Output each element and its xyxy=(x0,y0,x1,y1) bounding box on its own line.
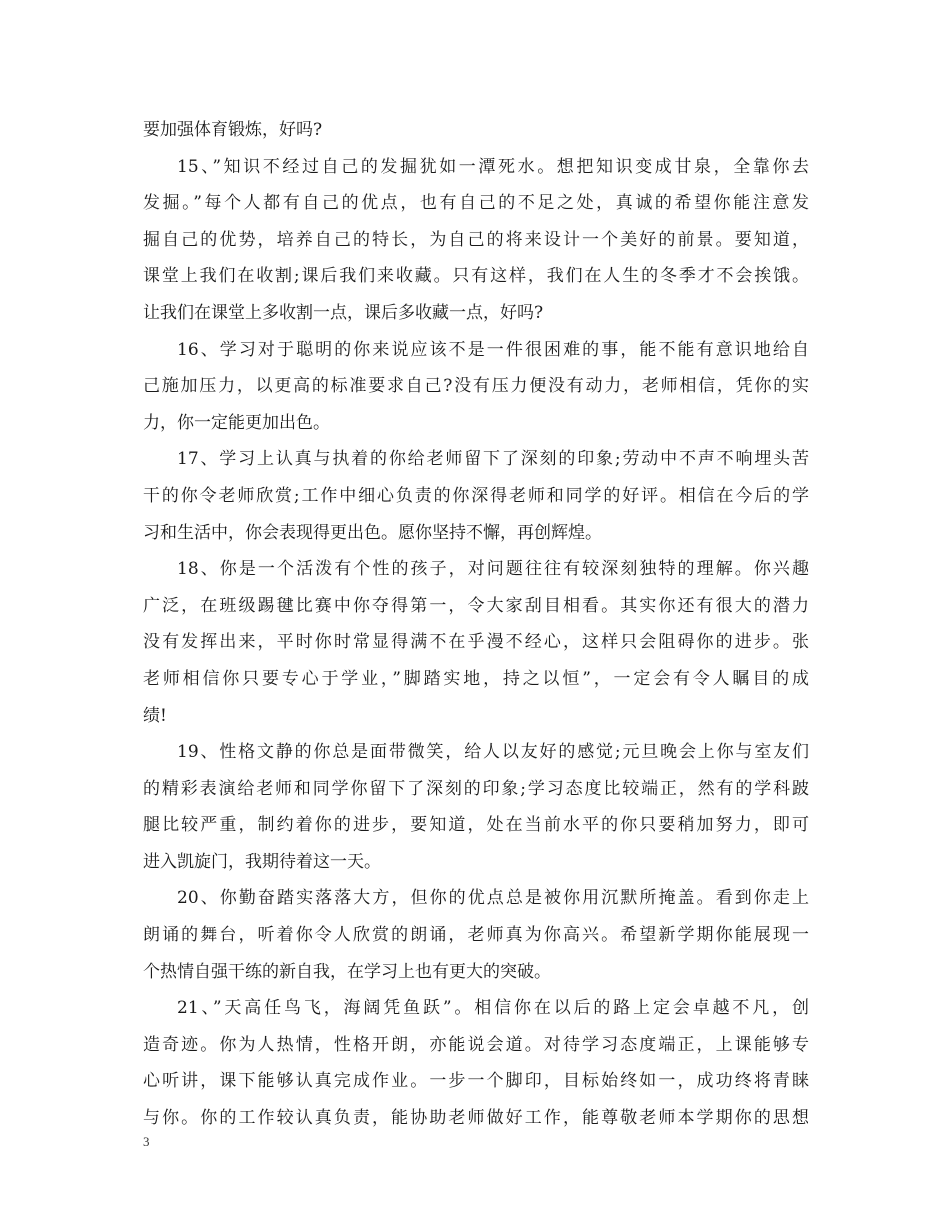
text-line: 发掘。”每个人都有自己的优点，也有自己的不足之处，真诚的希望你能注意发 xyxy=(143,193,809,214)
text-line: 朗诵的舞台，听着你令人欣赏的朗诵，老师真为你高兴。希望新学期你能展现一 xyxy=(143,925,809,946)
text-line: 16、学习对于聪明的你来说应该不是一件很困难的事，能不能有意识地给自 xyxy=(177,339,809,360)
text-line: 21、”天高任鸟飞，海阔凭鱼跃”。相信你在以后的路上定会卓越不凡，创 xyxy=(177,998,809,1019)
text-line: 让我们在课堂上多收割一点，课后多收藏一点，好吗? xyxy=(143,302,544,323)
text-line: 20、你勤奋踏实落落大方，但你的优点总是被你用沉默所掩盖。看到你走上 xyxy=(177,888,809,909)
text-line: 的精彩表演给老师和同学你留下了深刻的印象;学习态度比较端正，然有的学科跛 xyxy=(143,778,809,799)
text-line: 与你。你的工作较认真负责，能协助老师做好工作，能尊敬老师本学期你的思想 xyxy=(143,1108,809,1129)
text-line: 老师相信你只要专心于学业，”脚踏实地，持之以恒”，一定会有令人瞩目的成 xyxy=(143,668,809,689)
text-line: 干的你令老师欣赏;工作中细心负责的你深得老师和同学的好评。相信在今后的学 xyxy=(143,485,809,506)
text-line: 力，你一定能更加出色。 xyxy=(143,412,330,433)
text-line: 腿比较严重，制约着你的进步，要知道，处在当前水平的你只要稍加努力，即可 xyxy=(143,815,809,836)
text-line: 没有发挥出来，平时你时常显得满不在乎漫不经心，这样只会阻碍你的进步。张 xyxy=(143,632,809,653)
document-body xyxy=(143,112,809,1137)
text-line: 心听讲，课下能够认真完成作业。一步一个脚印，目标始终如一，成功终将青睐 xyxy=(143,1071,809,1092)
text-line: 进入凯旋门，我期待着这一天。 xyxy=(143,851,381,872)
page-number: 3 xyxy=(143,1134,150,1149)
text-line: 18、你是一个活泼有个性的孩子，对问题往往有较深刻独特的理解。你兴趣 xyxy=(177,559,809,580)
text-line: 课堂上我们在收割;课后我们来收藏。只有这样，我们在人生的冬季才不会挨饿。 xyxy=(143,266,809,287)
text-line: 17、学习上认真与执着的你给老师留下了深刻的印象;劳动中不声不响埋头苦 xyxy=(177,449,809,470)
text-line: 要加强体育锻炼，好吗? xyxy=(143,120,323,140)
text-line: 造奇迹。你为人热情，性格开朗，亦能说会道。对待学习态度端正，上课能够专 xyxy=(143,1034,809,1055)
text-line: 习和生活中，你会表现得更出色。愿你坚持不懈，再创辉煌。 xyxy=(143,522,602,543)
text-line: 绩! xyxy=(143,705,167,726)
text-line: 广泛，在班级踢毽比赛中你夺得第一，令大家刮目相看。其实你还有很大的潜力 xyxy=(143,595,809,616)
text-line: 个热情自强干练的新自我，在学习上也有更大的突破。 xyxy=(143,961,551,982)
text-line: 己施加压力，以更高的标准要求自己?没有压力便没有动力，老师相信，凭你的实 xyxy=(143,376,809,397)
text-line: 19、性格文静的你总是面带微笑，给人以友好的感觉;元旦晚会上你与室友们 xyxy=(177,742,809,763)
text-line: 15、”知识不经过自己的发掘犹如一潭死水。想把知识变成甘泉，全靠你去 xyxy=(177,156,809,177)
text-line: 掘自己的优势，培养自己的特长，为自己的将来设计一个美好的前景。要知道， xyxy=(143,229,809,250)
